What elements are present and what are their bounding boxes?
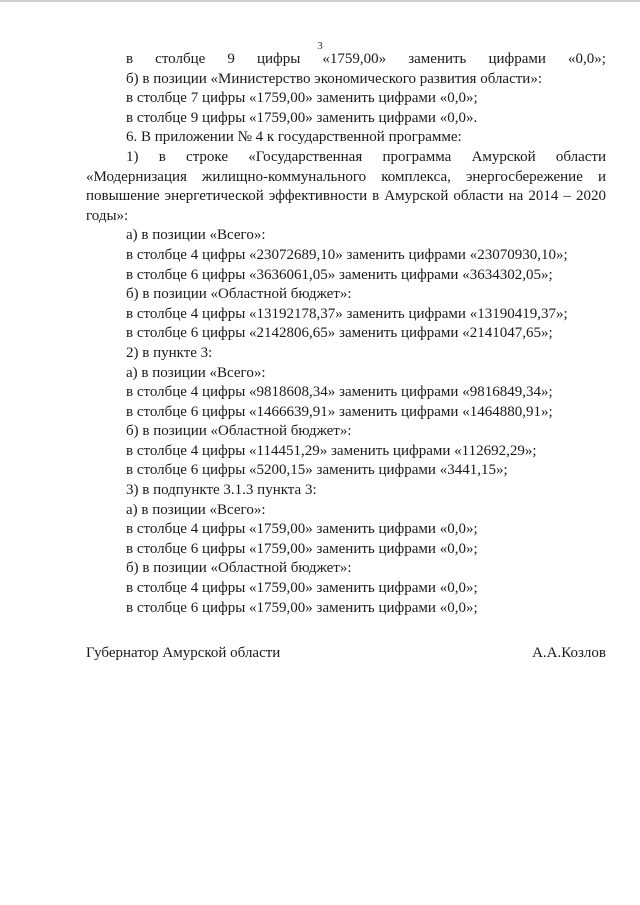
word: 9: [227, 51, 235, 67]
text-line-justified: [86, 50, 606, 70]
text-line: «Модернизация жилищно-коммунального комплекса, энергосбережение и: [86, 168, 606, 185]
signature-block: [86, 645, 606, 662]
word: столбце: [155, 51, 206, 67]
word: «Государственная: [248, 148, 363, 165]
text-line: б) в позиции «Областной бюджет»:: [126, 286, 352, 303]
text-line: в столбце 4 цифры «23072689,10» заменить цифрами «23070930,10»;: [126, 246, 568, 263]
page-number: 3: [317, 40, 323, 52]
text-line: в столбце 4 цифры «13192178,37» заменить цифрами «13190419,37»;: [126, 305, 568, 322]
word: Амурской: [471, 148, 536, 165]
text-line: годы»:: [86, 207, 129, 224]
text-line: в столбце 6 цифры «1466639,91» заменить цифрами «1464880,91»;: [126, 403, 553, 420]
text-line: б) в позиции «Министерство экономического развития области»:: [126, 70, 543, 87]
word: цифрами: [488, 51, 546, 67]
text-line: в столбце 4 цифры «9818608,34» заменить цифрами «9816849,34»;: [126, 384, 553, 401]
scan-edge-mark: [0, 0, 640, 2]
text-line: в столбце 6 цифры «3636061,05» заменить цифрами «3634302,05»;: [126, 266, 553, 283]
word: области: [555, 148, 606, 165]
text-line: 6. В приложении № 4 к государственной программе:: [126, 129, 462, 146]
text-line: в столбце 4 цифры «114451,29» заменить цифрами «112692,29»;: [126, 442, 537, 459]
text-line: 2) в пункте 3:: [126, 344, 213, 361]
text-line: в столбце 6 цифры «1759,00» заменить цифрами «0,0»;: [126, 540, 478, 557]
word: строке: [186, 148, 228, 165]
text-line: а) в позиции «Всего»:: [126, 501, 266, 518]
text-line: в столбце 6 цифры «1759,00» заменить цифрами «0,0»;: [126, 599, 478, 616]
text-line: а) в позиции «Всего»:: [126, 227, 266, 244]
signatory-name: А.А.Козлов: [532, 645, 606, 661]
signatory-position: Губернатор Амурской области: [86, 645, 281, 661]
text-line: а) в позиции «Всего»:: [126, 364, 266, 381]
word: в: [126, 51, 134, 67]
word: цифры: [256, 51, 301, 67]
text-line: повышение энергетической эффективности в Амурской области на 2014 – 2020: [86, 188, 606, 205]
word: заменить: [408, 51, 467, 67]
text-line: 3) в подпункте 3.1.3 пункта 3:: [126, 482, 317, 499]
word: программа: [382, 148, 452, 165]
word: «1759,00»: [322, 51, 387, 67]
text-line: в столбце 6 цифры «2142806,65» заменить цифрами «2141047,65»;: [126, 325, 553, 342]
text-line: в столбце 6 цифры «5200,15» заменить цифрами «3441,15»;: [126, 462, 508, 479]
word: «0,0»;: [568, 51, 606, 67]
text-line: б) в позиции «Областной бюджет»:: [126, 423, 352, 440]
word: 1): [126, 148, 139, 165]
document-body: [86, 50, 606, 618]
text-line: в столбце 7 цифры «1759,00» заменить цифрами «0,0»;: [126, 90, 478, 107]
text-line-justified: [86, 148, 606, 168]
text-line: в столбце 9 цифры «1759,00» заменить цифрами «0,0».: [126, 109, 478, 126]
word: в: [158, 148, 166, 165]
text-line: в столбце 4 цифры «1759,00» заменить цифрами «0,0»;: [126, 580, 478, 597]
text-line: в столбце 4 цифры «1759,00» заменить цифрами «0,0»;: [126, 521, 478, 538]
text-line: б) в позиции «Областной бюджет»:: [126, 560, 352, 577]
